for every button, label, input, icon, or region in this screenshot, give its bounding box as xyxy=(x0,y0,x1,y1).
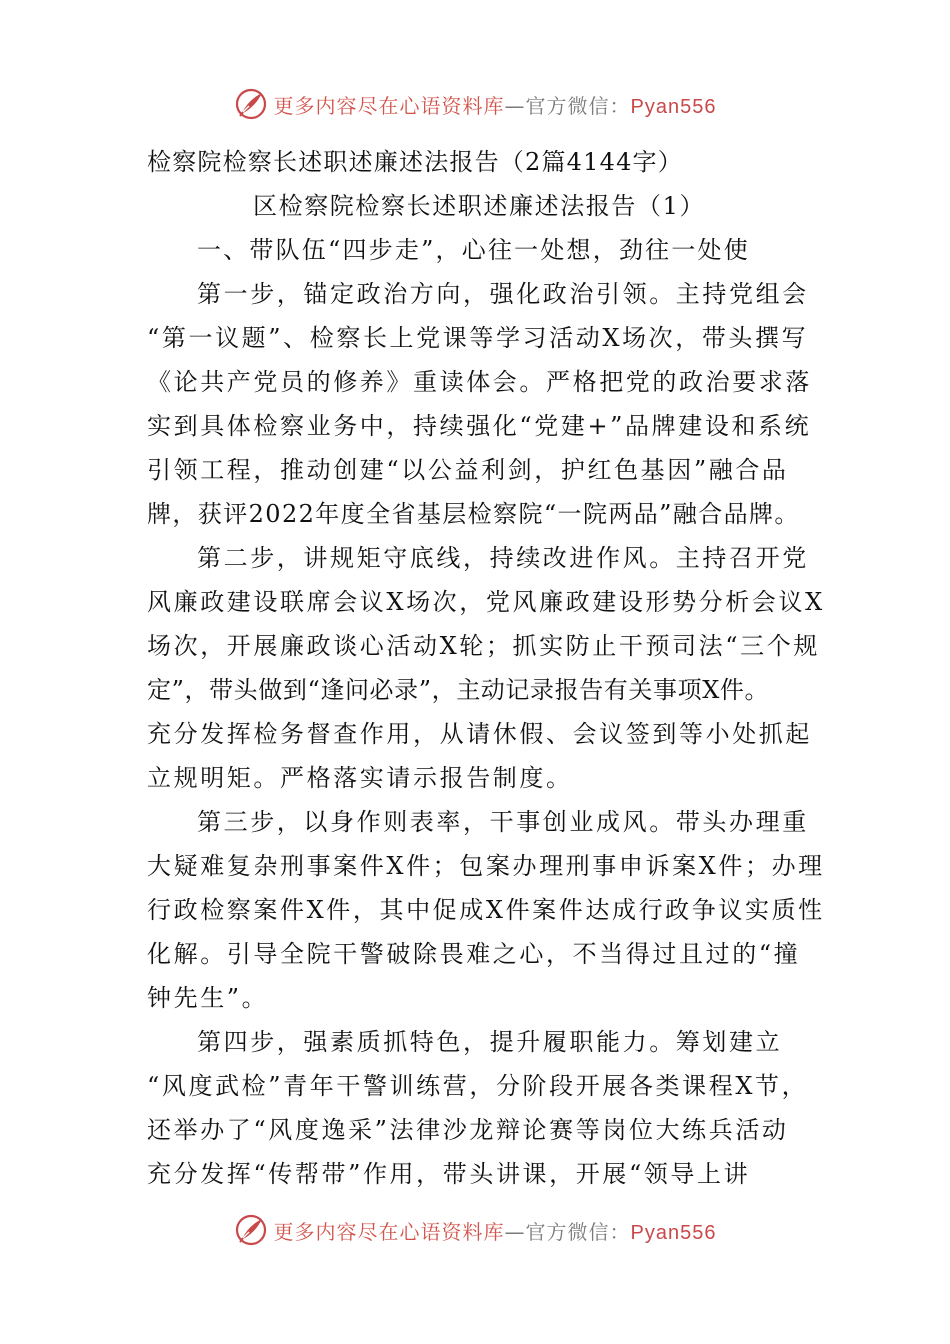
watermark-brand: 更多内容尽在心语资料库 xyxy=(273,1219,505,1244)
paragraph-line: 充分发挥“传帮带”作用，带头讲课，开展“领导上讲 xyxy=(147,1160,751,1188)
watermark-banner-top xyxy=(0,84,950,124)
paragraph-line: 立规明矩。严格落实请示报告制度。 xyxy=(147,764,573,792)
watermark-text xyxy=(274,1216,717,1245)
paragraph-line: 场次，开展廉政谈心活动X轮；抓实防止干预司法“三个规 xyxy=(147,632,820,660)
watermark-wechat-id: Pyan556 xyxy=(630,95,717,118)
paragraph-line: 牌，获评2022年度全省基层检察院“一院两品”融合品牌。 xyxy=(147,500,800,528)
paragraph-line: 风廉政建设联席会议X场次，党风廉政建设形势分析会议X xyxy=(147,588,825,616)
paragraph-line: 第一步，锚定政治方向，强化政治引领。主持党组会 xyxy=(197,280,809,308)
paragraph-step-1 xyxy=(147,272,812,536)
watermark-dash: — xyxy=(504,1219,526,1244)
paragraph-line: 第二步，讲规矩守底线，持续改进作风。主持召开党 xyxy=(197,544,809,572)
paragraph-line: 钟先生”。 xyxy=(147,984,269,1012)
paragraph-step-3 xyxy=(147,800,825,1020)
watermark-banner-bottom xyxy=(0,1210,950,1250)
watermark-dash: — xyxy=(504,93,526,118)
paragraph-line: 实到具体检察业务中，持续强化“党建+”品牌建设和系统 xyxy=(147,412,812,440)
paragraph-line: 充分发挥检务督查作用，从请休假、会议签到等小处抓起 xyxy=(147,720,812,748)
paragraph-line: “第一议题”、检察长上党课等学习活动X场次，带头撰写 xyxy=(147,324,809,352)
paragraph-line: 第三步，以身作则表率，干事创业成风。带头办理重 xyxy=(197,808,809,836)
section-heading: 一、带队伍“四步走”，心往一处想，劲往一处使 xyxy=(197,236,750,264)
paragraph-line: 定”，带头做到“逢问必录”，主动记录报告有关事项X件。 xyxy=(147,676,770,704)
paragraph-line: 引领工程，推动创建“以公益利剑，护红色基因”融合品 xyxy=(147,456,789,484)
document-body xyxy=(147,140,825,1196)
watermark-wechat-label: 官方微信： xyxy=(525,93,631,118)
watermark-brand: 更多内容尽在心语资料库 xyxy=(273,93,505,118)
document-title: 检察院检察长述职述廉述法报告（2篇4144字） xyxy=(147,148,683,176)
paragraph-line: 《论共产党员的修养》重读体会。严格把党的政治要求落 xyxy=(147,368,812,396)
paragraph-step-4 xyxy=(147,1020,807,1196)
quill-pen-logo-icon xyxy=(234,1213,268,1247)
paragraph-line: 还举办了“风度逸采”法律沙龙辩论赛等岗位大练兵活动 xyxy=(147,1116,789,1144)
watermark-wechat-label: 官方微信： xyxy=(525,1219,631,1244)
watermark-wechat-id: Pyan556 xyxy=(630,1221,717,1244)
watermark-text xyxy=(274,90,717,119)
paragraph-step-2 xyxy=(147,536,825,800)
paragraph-line: 化解。引导全院干警破除畏难之心，不当得过且过的“撞 xyxy=(147,940,801,968)
paragraph-line: 第四步，强素质抓特色，提升履职能力。筹划建立 xyxy=(197,1028,783,1056)
paragraph-line: 大疑难复杂刑事案件X件；包案办理刑事申诉案X件；办理 xyxy=(147,852,825,880)
paragraph-line: “风度武检”青年干警训练营，分阶段开展各类课程X节， xyxy=(147,1072,809,1100)
paragraph-line: 行政检察案件X件，其中促成X件案件达成行政争议实质性 xyxy=(147,896,825,924)
document-subtitle: 区检察院检察长述职述廉述法报告（1） xyxy=(253,192,706,220)
quill-pen-logo-icon xyxy=(234,87,268,121)
